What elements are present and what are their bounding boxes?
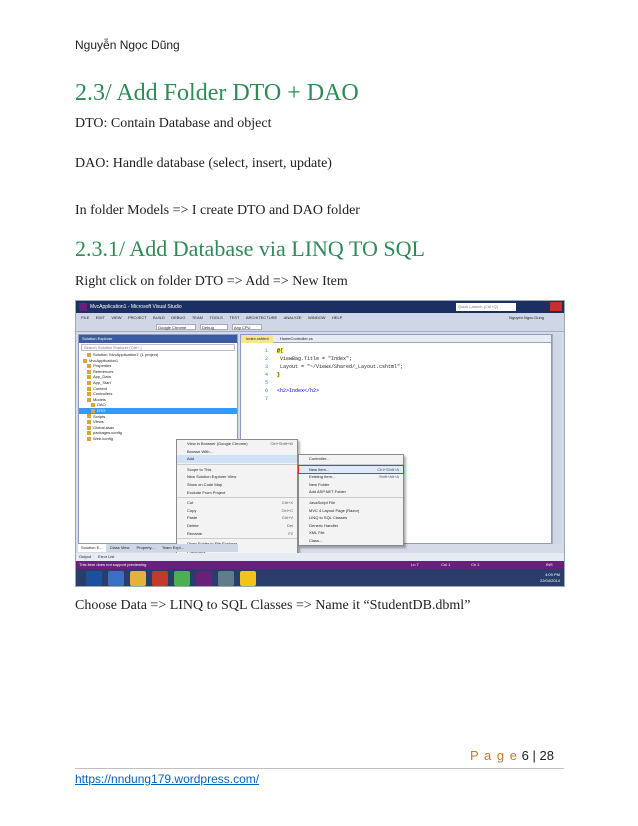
menu-item-label: Generic Handler (309, 522, 339, 528)
menu-item-label: MVC 4 Layout Page (Razor) (309, 507, 360, 513)
menu-item-label: Delete (187, 522, 199, 528)
folder-icon (87, 414, 91, 418)
menu-item-icon (180, 457, 184, 461)
tab-index-cshtml[interactable]: Index.cshtml (241, 335, 273, 343)
folder-icon (91, 409, 95, 413)
menu-item[interactable] (177, 466, 297, 474)
solution-tree (79, 352, 237, 442)
tool-icon[interactable] (218, 571, 234, 586)
menu-item-label: Existing Item... (309, 474, 336, 480)
tree-item-label: Properties (93, 363, 112, 369)
right-click-instruction: Right click on folder DTO => Add => New Item (75, 274, 348, 289)
menu-item-icon (180, 491, 184, 495)
menu-test[interactable]: TEST (229, 315, 240, 320)
tab-output[interactable]: Output (79, 554, 92, 559)
browser-select[interactable]: Google Chrome (156, 324, 196, 330)
menu-item[interactable] (177, 481, 297, 489)
menu-item-label: Copy (187, 507, 197, 513)
menu-item-shortcut: Ctrl+X (281, 500, 293, 506)
menu-item[interactable] (177, 455, 297, 463)
code-line: 5 (265, 380, 269, 386)
blog-link[interactable]: https://nndung179.wordpress.com/ (75, 772, 260, 786)
status-ch: Ch 1 (471, 562, 480, 567)
menu-item[interactable] (299, 514, 403, 522)
solution-explorer-title: Solution Explorer (79, 335, 237, 343)
menu-item[interactable] (177, 489, 297, 497)
menu-item[interactable] (177, 507, 297, 515)
menu-item-label: Scope to This (187, 466, 212, 472)
tree-item-label: DAO (97, 402, 106, 408)
visual-studio-logo-icon (79, 303, 87, 311)
page-separator: | (532, 748, 536, 763)
tree-item-label: App_Start (93, 379, 111, 385)
menu-item-icon (302, 483, 306, 487)
menu-item-label: Add ASP.NET Folder (309, 489, 346, 495)
menu-item-icon (180, 516, 184, 520)
menu-item-label: XML File (309, 530, 325, 536)
menu-item-label: Paste (187, 515, 198, 521)
vs-menubar (76, 313, 564, 322)
folder-icon (87, 426, 91, 430)
menu-item-icon (180, 509, 184, 513)
side-tool-strip[interactable] (552, 334, 562, 544)
menu-item-label: New Solution Explorer View (187, 474, 237, 480)
menu-item-label: Show on Code Map (187, 481, 223, 487)
code-line: 7 (265, 396, 269, 402)
status-message: This item does not support previewing (79, 562, 147, 567)
menu-item[interactable] (299, 481, 403, 489)
menu-item-shortcut: Ctrl+Shift+W (270, 441, 293, 446)
folder-icon (87, 353, 91, 357)
dto-description: DTO: Contain Database and object (75, 116, 272, 131)
editor-tabs (241, 335, 551, 343)
folder-icon (87, 420, 91, 424)
tab-class-view[interactable]: Class View (109, 545, 130, 550)
folder-icon (87, 381, 91, 385)
code-line: 2 ViewBag.Title = "Index"; (265, 356, 353, 362)
menu-item-label: Class... (309, 537, 323, 543)
clock-time: 4:09 PM (545, 572, 560, 577)
folder-icon (87, 387, 91, 391)
quick-launch-input[interactable]: Quick Launch (Ctrl+Q) (456, 303, 516, 311)
menu-separator (177, 464, 297, 465)
menu-separator (299, 464, 403, 465)
solution-search-input[interactable]: Search Solution Explorer (Ctrl+;) (81, 344, 235, 351)
folder-icon (87, 364, 91, 368)
menu-item[interactable] (299, 488, 403, 496)
menu-item-label: Add (187, 456, 195, 462)
menu-item-shortcut: F2 (288, 530, 293, 536)
menu-item-icon (180, 468, 184, 472)
menu-item[interactable] (299, 466, 403, 474)
menu-item-label: View in Browser (Google Chrome) (187, 441, 248, 446)
menu-item-label: Browse With... (187, 448, 213, 454)
taskbar-clock (540, 572, 560, 584)
menu-item[interactable] (177, 440, 297, 448)
menu-project[interactable]: PROJECT (127, 315, 147, 320)
menu-item[interactable] (299, 522, 403, 530)
menu-analyze[interactable]: ANALYZE (283, 315, 302, 320)
menu-item[interactable] (299, 537, 403, 545)
menu-item[interactable] (299, 455, 403, 463)
menu-item-icon (180, 442, 184, 446)
folder-instruction: In folder Models => I create DTO and DAO folder (75, 203, 360, 218)
menu-tools[interactable]: TOOLS (209, 315, 223, 320)
context-menu (176, 439, 298, 556)
menu-item-shortcut: Ctrl+C (281, 507, 293, 513)
menu-item[interactable] (299, 473, 403, 481)
solution-bottom-tabs (78, 544, 238, 552)
file-explorer-icon[interactable] (130, 571, 146, 586)
menu-item-label: Exclude From Project (187, 489, 226, 495)
header-author: Nguyễn Ngọc Dũng (75, 38, 180, 52)
menu-help[interactable]: HELP (331, 315, 343, 320)
signed-in-user[interactable]: Nguyen Ngoc Dung (509, 315, 544, 320)
tree-item-label: App_Data (93, 374, 111, 380)
menu-item-label: Controller... (309, 456, 330, 461)
menu-item-icon (302, 475, 306, 479)
tree-item-label: Web.config (93, 435, 113, 441)
menu-separator (177, 538, 297, 539)
menu-architecture[interactable]: ARCHITECTURE (245, 315, 278, 320)
folder-icon (87, 398, 91, 402)
status-mode: INS (546, 562, 553, 567)
paint-icon[interactable] (240, 571, 256, 586)
menu-item[interactable] (177, 499, 297, 507)
folder-icon (83, 359, 87, 363)
tab-properties[interactable]: Property... (136, 545, 155, 550)
section-heading-2-3: 2.3/ Add Folder DTO + DAO (75, 80, 359, 106)
tree-item-label: DTO (97, 407, 106, 413)
code-line: 6 <h2>Index</h2> (265, 388, 320, 394)
tab-error-list[interactable]: Error List (98, 554, 115, 559)
tree-item-label: Global.asax (93, 424, 115, 430)
vs-toolbar (76, 322, 564, 332)
current-page: 6 (521, 748, 529, 763)
menu-item-icon (180, 475, 184, 479)
clock-date: 22/04/2014 (539, 578, 560, 583)
menu-item-icon (302, 501, 306, 505)
menu-view[interactable]: VIEW (111, 315, 122, 320)
menu-item[interactable] (177, 473, 297, 481)
menu-item-label: New Folder (309, 481, 330, 487)
tree-item-label: packages.config (93, 430, 122, 436)
menu-edit[interactable]: EDIT (95, 315, 105, 320)
menu-item-shortcut: Del (286, 522, 293, 528)
menu-item-icon (302, 539, 306, 543)
menu-item[interactable] (177, 514, 297, 522)
code-line: 4 } (265, 372, 281, 378)
footer-divider (75, 768, 564, 769)
tree-item-label: Scripts (93, 413, 106, 419)
tree-item-label: Content (93, 385, 108, 391)
menu-item-icon (302, 457, 306, 461)
folder-icon (87, 370, 91, 374)
tree-item-label: Controllers (93, 391, 113, 397)
menu-item-label: Rename (187, 530, 203, 536)
menu-separator (299, 497, 403, 498)
visual-studio-taskbar-icon[interactable] (196, 571, 212, 586)
menu-item-label: LINQ to SQL Classes (309, 515, 348, 521)
folder-icon (87, 392, 91, 396)
menu-build[interactable]: BUILD (153, 315, 165, 320)
status-col: Col 1 (441, 562, 451, 567)
menu-item-icon (302, 468, 306, 472)
close-window-button[interactable] (550, 302, 562, 311)
menu-item-icon (180, 450, 184, 454)
visual-studio-screenshot (75, 300, 565, 587)
menu-item-icon (180, 524, 184, 528)
total-pages: 28 (539, 748, 554, 763)
code-line: 1 @{ (265, 348, 284, 354)
menu-item-icon (302, 516, 306, 520)
status-line: Ln 7 (411, 562, 419, 567)
chrome-icon[interactable] (174, 571, 190, 586)
menu-separator (177, 497, 297, 498)
folder-icon (87, 437, 91, 441)
menu-item-icon (180, 532, 184, 536)
folder-icon (87, 375, 91, 379)
tab-team-explorer[interactable]: Team Expl... (161, 545, 184, 550)
config-select[interactable]: Debug (200, 324, 228, 330)
folder-icon (91, 403, 95, 407)
vs-window-title: MvcApplication1 - Microsoft Visual Studio (90, 304, 182, 310)
menu-item-icon (180, 501, 184, 505)
menu-item[interactable] (177, 530, 297, 538)
tree-item-label: References (93, 368, 114, 374)
menu-item-label: New Item... (309, 466, 330, 472)
tree-item-label: Views (93, 419, 104, 425)
dao-description: DAO: Handle database (select, insert, update) (75, 156, 332, 171)
start-icon[interactable] (86, 571, 102, 586)
tree-item-label: MvcApplication1 (89, 357, 119, 363)
menu-item-label: JavaScript File (309, 499, 336, 505)
page-word: P a g e (470, 748, 518, 763)
menu-debug[interactable]: DEBUG (171, 315, 186, 320)
menu-item-icon (302, 509, 306, 513)
vs-titlebar (76, 301, 564, 313)
tab-solution-explorer[interactable]: Solution E... (78, 544, 106, 552)
menu-item[interactable] (177, 522, 297, 530)
tab-homecontroller[interactable]: HomeController.cs (279, 336, 313, 341)
platform-select[interactable]: Any CPU (232, 324, 262, 330)
menu-item-shortcut: Shift+Alt+A (378, 474, 399, 480)
folder-icon (87, 431, 91, 435)
menu-item-shortcut: Ctrl+Shift+A (377, 466, 399, 472)
windows-taskbar (76, 569, 564, 587)
menu-item[interactable] (177, 448, 297, 456)
media-player-icon[interactable] (152, 571, 168, 586)
tree-item-label: Solution 'MvcApplication1' (1 project) (93, 352, 159, 357)
output-bar (76, 553, 564, 561)
menu-item-icon (302, 490, 306, 494)
desktop-icon[interactable] (108, 571, 124, 586)
menu-file[interactable]: FILE (81, 315, 90, 320)
menu-item-shortcut: Ctrl+V (281, 515, 293, 521)
menu-item-icon (180, 483, 184, 487)
menu-team[interactable]: TEAM (191, 315, 203, 320)
menu-item[interactable] (299, 499, 403, 507)
menu-item-icon (302, 531, 306, 535)
section-heading-2-3-1: 2.3.1/ Add Database via LINQ TO SQL (75, 236, 425, 261)
add-submenu (298, 454, 404, 546)
choose-instruction: Choose Data => LINQ to SQL Classes => Name it “StudentDB.dbml” (75, 598, 471, 613)
statusbar (76, 561, 564, 569)
menu-item[interactable] (299, 529, 403, 537)
menu-item[interactable] (299, 507, 403, 515)
page-number (470, 748, 554, 763)
code-line: 3 Layout = "~/Views/Shared/_Layout.cshtml"; (265, 364, 404, 370)
menu-item-icon (302, 524, 306, 528)
menu-window[interactable]: WINDOW (307, 315, 326, 320)
tree-item-label: Models (93, 396, 106, 402)
menu-item-label: Cut (187, 500, 194, 506)
